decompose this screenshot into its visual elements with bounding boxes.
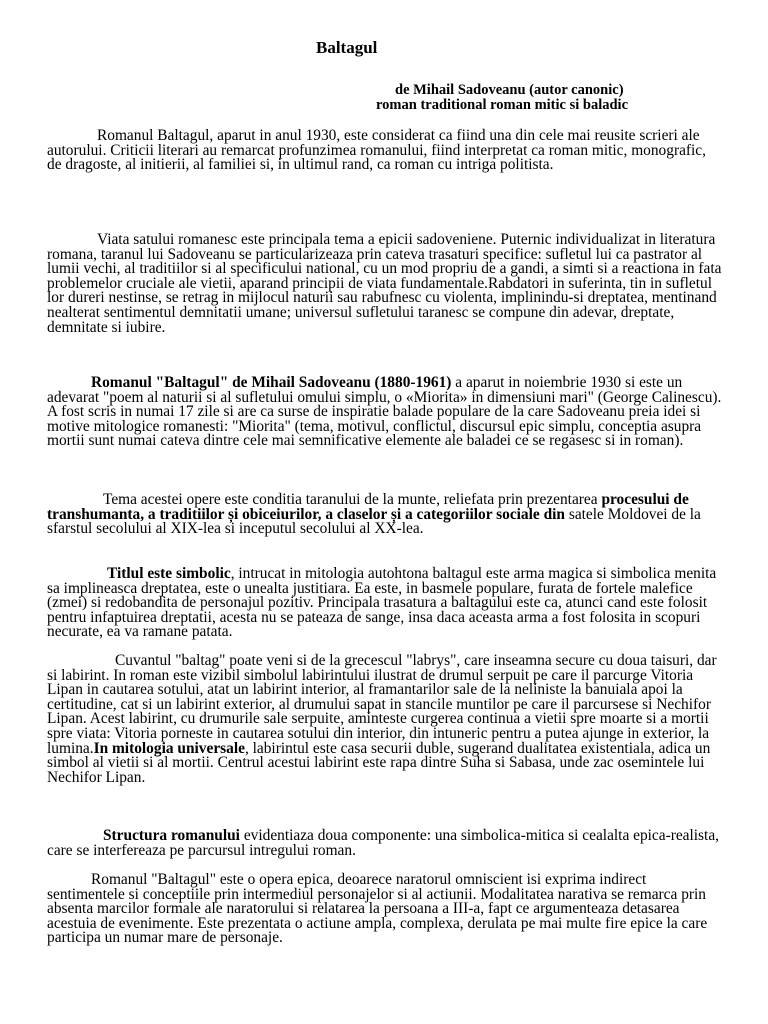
document-title: Baltagul bbox=[316, 38, 378, 57]
paragraph-theme-text: Tema acestei opere este conditia taranului de la munte, reliefata prin prezentarea bbox=[103, 491, 602, 508]
paragraph-theme-bold: procesului de transhumanta, a traditiilor și obiceiurilor, a claselor și a categoriilor sociale din bbox=[47, 491, 689, 523]
paragraph-theme bbox=[47, 493, 722, 537]
paragraph-publication-text: a aparut in noiembrie 1930 si este un adevarat "poem al naturii si al sufletului omului simplu, o «Miorita» in dimensiuni mari" (George Calinescu). A fost scris in numai 17 zile si are ca surse de inspiratie balade populare de la care Sadoveanu preia idei si motive mitologice romanesti: "Miorita" (tema, motivul, conflictul, discursul epic simplu, conceptia asupra mortii sunt numai cateva dintre cele mai semnificative elemente ale baladei ce se regasesc si in roman). bbox=[47, 374, 722, 450]
paragraph-structure bbox=[47, 829, 722, 858]
paragraph-intro bbox=[47, 129, 722, 173]
paragraph-title-symbol-bold: Titlul este simbolic bbox=[107, 565, 231, 582]
paragraph-publication-bold: Romanul "Baltagul" de Mihail Sadoveanu (1880-1961) bbox=[91, 374, 452, 391]
byline-author: de Mihail Sadoveanu (autor canonic) bbox=[395, 82, 624, 98]
paragraph-labyrinth-text: Cuvantul "baltag" poate veni si de la grecescul "labrys", care inseamna secure cu doua taisuri, dar si labirint. In roman este vizibil simbolul labirintului ilustrat de drumul serpuit pe care il parcurge Vitoria Lipan in cautarea sotului, atat un labirint interior, al framantarilor sale de la neliniste la banuiala apoi la certitudine, cat si un labirint exterior, al drumului sapat in stancile muntilor pe care il parcursese si Nechifor Lipan. Acest labirint, cu drumurile sale serpuite, aminteste curgerea continua a vietii spre moarte si a mortii spre viata: Vitoria porneste in cautarea sotului din interior, din intuneric pentru a putea ajunge in exterior, la lumina. bbox=[47, 652, 717, 757]
paragraph-theme-rest: satele Moldovei de la sfarstul secolului al XIX-lea si inceputul secolului al XX-lea. bbox=[47, 505, 701, 538]
paragraph-structure-text: evidentiaza doua componente: una simbolica-mitica si cealalta epica-realista, care se interfereaza pe parcursul intregului roman. bbox=[47, 827, 720, 859]
paragraph-structure-bold: Structura romanului bbox=[103, 827, 240, 844]
paragraph-intro-text: Romanul Baltagul, aparut in anul 1930, este considerat ca fiind una din cele mai reusite scrieri ale autorului. Criticii literari au remarcat profunzimea romanului, fiind interpretat ca roman mitic, monografic, de dragoste, al initierii, al familiei si, in ultimul rand, ca roman cu intriga politista. bbox=[47, 127, 706, 174]
paragraph-publication bbox=[47, 376, 722, 449]
paragraph-epic bbox=[47, 873, 722, 946]
paragraph-village-life bbox=[47, 233, 722, 335]
paragraph-title-symbol bbox=[47, 567, 722, 640]
paragraph-epic-text: Romanul "Baltagul" este o opera epica, deoarece naratorul omniscient isi exprima indirect sentimentele si conceptiile prin intermediul personajelor si al actiunii. Modalitatea narativa se remarca prin absenta marcilor formale ale naratorului si relatarea la persoana a III-a, fapt ce argumenteaza detasarea acestuia de evenimente. Este prezentata o actiune ampla, complexa, derulata pe mai multe fire epice la care participa un numar mare de personaje. bbox=[47, 871, 708, 947]
paragraph-labyrinth-bold: In mitologia universale bbox=[93, 739, 245, 757]
byline-genre: roman traditional roman mitic si baladic bbox=[376, 97, 629, 113]
paragraph-labyrinth bbox=[47, 654, 722, 785]
paragraph-village-life-text: Viata satului romanesc este principala tema a epicii sadoveniene. Puternic individualizat in literatura romana, taranul lui Sadoveanu se particularizeaza prin cateva trasaturi specifice: sufletul lui ca pastrator al lumii vechi, al traditiilor si al specificului national, cu un mod propriu de a gandi, a simti si a reactiona in fata problemelor cruciale ale vietii, aparand principii de viata fundamentale.Rabdatori in suferinta, tin in sufletul lor dureri nestinse, se retrag in mijlocul naturii sau rabufnesc cu violenta, implinindu-si dreptatea, mentinand nealterat sentimentul demnitatii umane; universul sufletului taranesc se compune din adevar, dreptate, demnitate si iubire. bbox=[47, 231, 722, 336]
paragraph-labyrinth-rest: , labirintul este casa securii duble, sugerand dualitatea existentiala, adica un simbol al vietii si al mortii. Centrul acestui labirint este rapa dintre Suha si Sabasa, unde zac osemintele lui Nechifor Lipan. bbox=[47, 739, 711, 786]
document-byline bbox=[376, 83, 628, 113]
paragraph-title-symbol-text: , intrucat in mitologia autohtona baltagul este arma magica si simbolica menita sa implineasca dreptatea, este o unealta justitiara. Ea este, in basmele populare, furata de fortele malefice (zmei) si redobandita de personajul pozitiv. Principala trasatura a baltagului este ca, atunci cand este folosit pentru infaptuirea dreptatii, acesta nu se pateaza de sange, insa daca aceasta arma a fost folosita in scopuri necurate, ea va ramane patata. bbox=[47, 565, 717, 641]
